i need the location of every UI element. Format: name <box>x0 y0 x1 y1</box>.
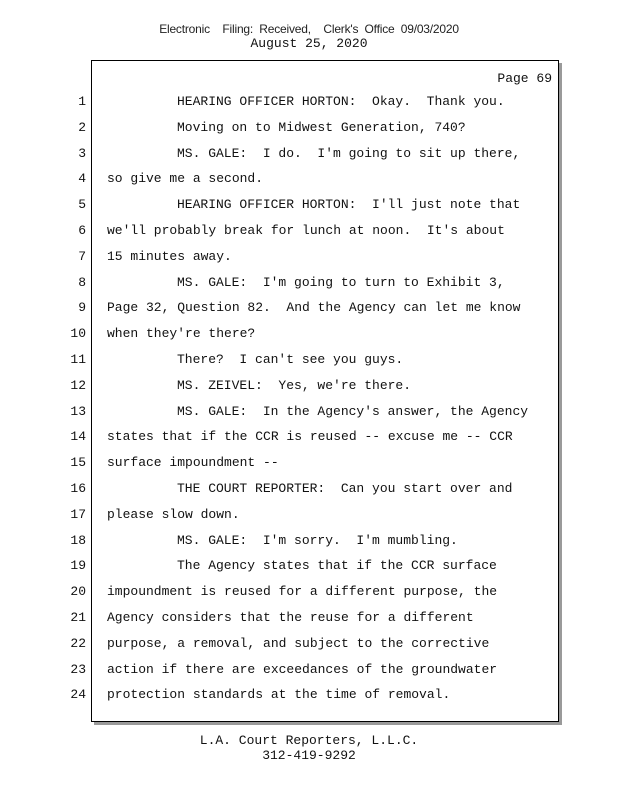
line-number: 19 <box>70 558 86 574</box>
transcript-line: There? I can't see you guys. <box>177 351 404 367</box>
line-number: 6 <box>78 222 86 238</box>
line-number: 20 <box>70 584 86 600</box>
line-number: 24 <box>70 687 86 703</box>
transcript-line: MS. GALE: I'm sorry. I'm mumbling. <box>177 532 458 548</box>
line-number: 3 <box>78 145 86 161</box>
transcript-line: states that if the CCR is reused -- excuse me -- CCR <box>107 429 513 445</box>
line-number: 9 <box>78 300 86 316</box>
transcript-line: The Agency states that if the CCR surface <box>177 558 497 574</box>
line-number-column <box>60 89 86 708</box>
line-number: 13 <box>70 403 86 419</box>
transcript-line: Page 32, Question 82. And the Agency can let me know <box>107 300 521 316</box>
transcript-line: we'll probably break for lunch at noon. It's about <box>107 222 505 238</box>
transcript-line: surface impoundment -- <box>107 455 279 471</box>
page-number: Page 69 <box>497 71 552 86</box>
transcript-line: action if there are exceedances of the groundwater <box>107 661 498 677</box>
line-number: 22 <box>70 635 86 651</box>
transcript-line: MS. GALE: I'm going to turn to Exhibit 3, <box>177 274 505 290</box>
transcript-line: Moving on to Midwest Generation, 740? <box>177 119 466 135</box>
transcript-line: protection standards at the time of removal. <box>107 687 451 703</box>
line-number: 11 <box>70 351 86 367</box>
reporter-company: L.A. Court Reporters, L.L.C. <box>199 733 419 748</box>
transcript-line: impoundment is reused for a different purpose, the <box>107 584 498 600</box>
filing-stamp: Electronic Filing: Received, Clerk's Office 09/03/2020 <box>159 22 459 36</box>
transcript-line: MS. ZEIVEL: Yes, we're there. <box>177 377 412 393</box>
line-number: 21 <box>70 609 86 625</box>
line-number: 18 <box>70 532 86 548</box>
line-number: 17 <box>70 506 86 522</box>
line-number: 14 <box>70 429 86 445</box>
transcript-line: purpose, a removal, and subject to the corrective <box>107 635 490 651</box>
transcript-line: so give me a second. <box>107 171 264 187</box>
line-number: 15 <box>70 455 86 471</box>
line-number: 7 <box>78 248 86 264</box>
transcript-line: MS. GALE: In the Agency's answer, the Agency <box>177 403 529 419</box>
line-number: 4 <box>78 171 86 187</box>
transcript-line: THE COURT REPORTER: Can you start over and <box>177 480 513 496</box>
hearing-date: August 25, 2020 <box>250 36 368 51</box>
line-number: 2 <box>78 119 86 135</box>
line-number: 16 <box>70 480 86 496</box>
transcript-line: MS. GALE: I do. I'm going to sit up there, <box>177 145 521 161</box>
transcript-line: HEARING OFFICER HORTON: I'll just note that <box>177 197 521 213</box>
footer <box>0 733 618 763</box>
transcript-line: Agency considers that the reuse for a different <box>107 609 474 625</box>
line-number: 12 <box>70 377 86 393</box>
transcript-line: 15 minutes away. <box>107 248 232 264</box>
transcript-text <box>107 89 552 708</box>
line-number: 10 <box>70 326 86 342</box>
reporter-phone: 312-419-9292 <box>262 748 356 763</box>
transcript-line: HEARING OFFICER HORTON: Okay. Thank you. <box>177 94 505 109</box>
transcript-line: please slow down. <box>107 506 240 522</box>
line-number: 1 <box>78 94 86 109</box>
line-number: 8 <box>78 274 86 290</box>
transcript-line: when they're there? <box>107 326 256 342</box>
line-number: 5 <box>78 197 86 213</box>
line-number: 23 <box>70 661 86 677</box>
